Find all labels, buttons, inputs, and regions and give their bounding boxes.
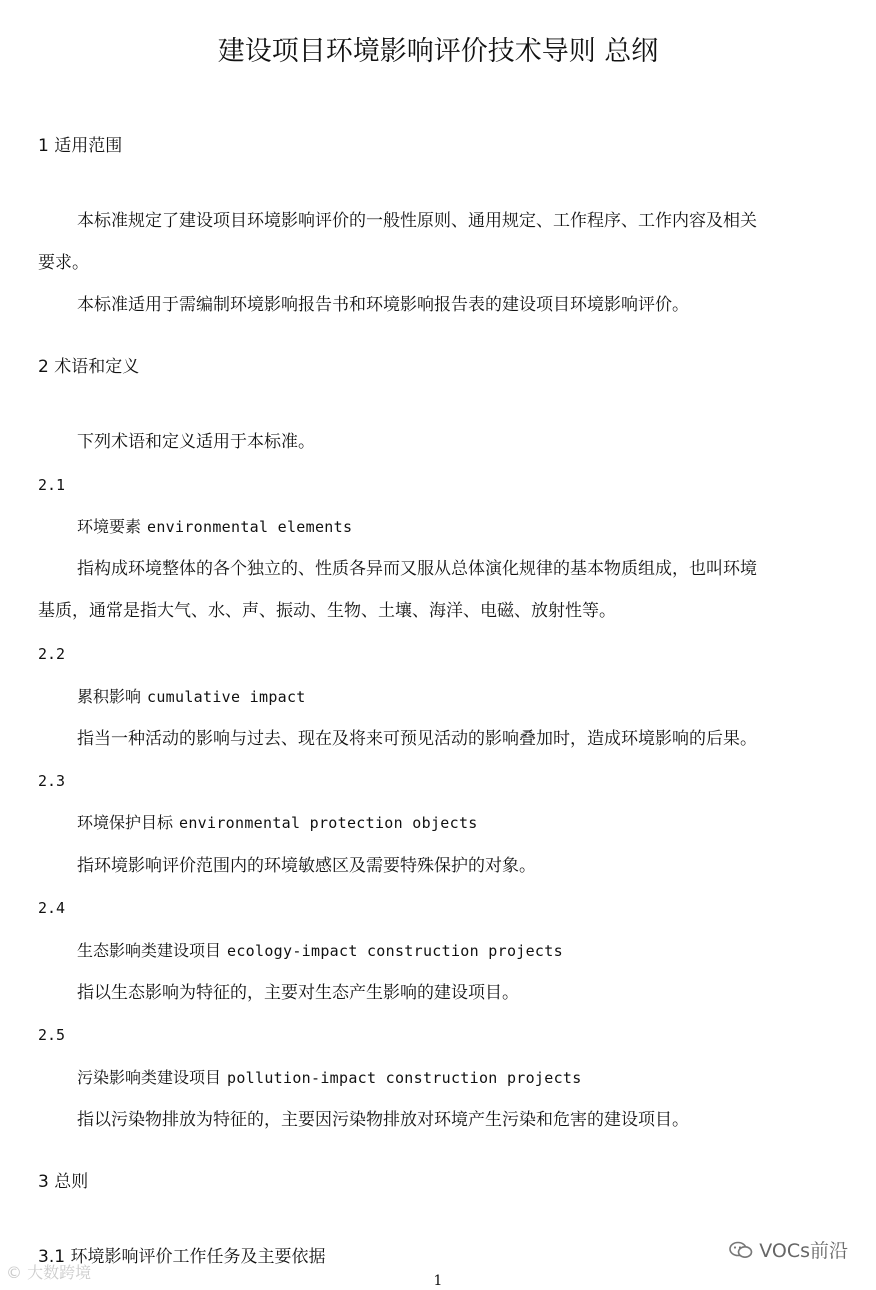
term-heading — [77, 938, 563, 964]
term-cn: 生态影响类建设项目 — [77, 941, 222, 960]
term-definition-line1: 指构成环境整体的各个独立的、性质各异而又服从总体演化规律的基本物质组成，也叫环境 — [77, 559, 757, 579]
term-definition-line1: 指环境影响评价范围内的环境敏感区及需要特殊保护的对象。 — [77, 856, 536, 876]
clause-number: 2.3 — [38, 772, 66, 790]
paragraph-terms-intro: 下列术语和定义适用于本标准。 — [77, 432, 315, 452]
watermark-right-text: VOCs前沿 — [759, 1240, 848, 1262]
term-heading — [77, 1065, 582, 1091]
clause-number: 2.5 — [38, 1026, 66, 1044]
term-en: ecology-impact construction projects — [227, 942, 563, 960]
watermark-right — [729, 1238, 848, 1264]
term-en: cumulative impact — [147, 688, 306, 706]
wechat-icon — [729, 1240, 753, 1258]
page-number: 1 — [433, 1273, 443, 1289]
term-cn: 环境保护目标 — [77, 813, 174, 832]
term-cn: 污染影响类建设项目 — [77, 1068, 222, 1087]
paragraph-applicability: 本标准适用于需编制环境影响报告书和环境影响报告表的建设项目环境影响评价。 — [77, 295, 689, 315]
term-en: environmental elements — [147, 518, 353, 536]
term-definition-line1: 指当一种活动的影响与过去、现在及将来可预见活动的影响叠加时，造成环境影响的后果。 — [77, 729, 757, 749]
watermark-left: © 大数跨境 — [6, 1263, 92, 1282]
section-heading-2: 2 术语和定义 — [38, 357, 140, 377]
term-definition-line1: 指以污染物排放为特征的，主要因污染物排放对环境产生污染和危害的建设项目。 — [77, 1110, 689, 1130]
clause-number: 2.2 — [38, 645, 66, 663]
term-en: pollution-impact construction projects — [227, 1069, 582, 1087]
section-heading-3: 3 总则 — [38, 1172, 89, 1192]
term-cn: 环境要素 — [77, 517, 142, 536]
term-heading — [77, 684, 306, 710]
document-title: 建设项目环境影响评价技术导则 总纲 — [217, 36, 659, 67]
term-heading — [77, 810, 478, 836]
term-cn: 累积影响 — [77, 687, 142, 706]
term-definition-line2: 基质，通常是指大气、水、声、振动、生物、土壤、海洋、电磁、放射性等。 — [38, 601, 616, 621]
paragraph-scope-line2: 要求。 — [38, 253, 89, 273]
subsection-heading-3-1: 3.1 环境影响评价工作任务及主要依据 — [38, 1247, 326, 1267]
term-definition-line1: 指以生态影响为特征的，主要对生态产生影响的建设项目。 — [77, 983, 519, 1003]
clause-number: 2.1 — [38, 476, 66, 494]
paragraph-scope-line1: 本标准规定了建设项目环境影响评价的一般性原则、通用规定、工作程序、工作内容及相关 — [77, 211, 757, 231]
clause-number: 2.4 — [38, 899, 66, 917]
term-en: environmental protection objects — [179, 814, 478, 832]
term-heading — [77, 514, 352, 540]
section-heading-1: 1 适用范围 — [38, 136, 123, 156]
